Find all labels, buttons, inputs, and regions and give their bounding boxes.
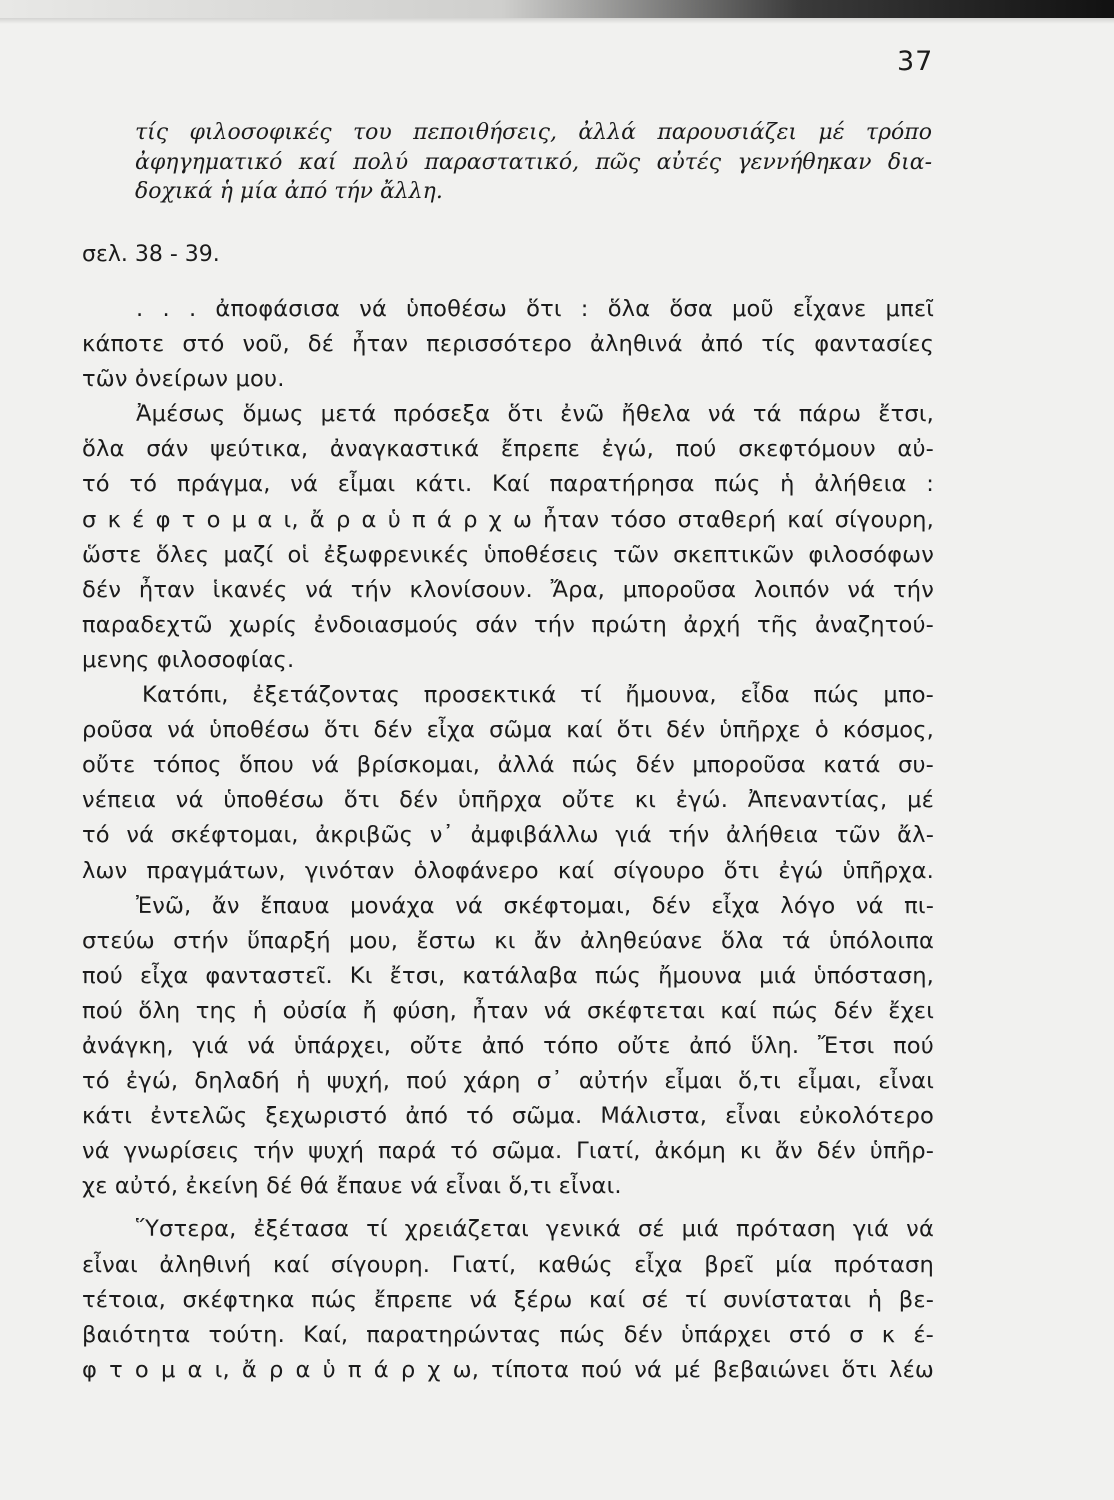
text-line: Ἐνῶ, ἄν ἔπαυα μονάχα νά σκέφτομαι, δέν εἶχα λόγο νά πι- xyxy=(136,892,934,919)
text-line: βαιότητα τούτη. Καί, παρατηρώντας πώς δέν ὑπάρχει στό σ κ έ- xyxy=(82,1321,934,1348)
text-line: νά γνωρίσεις τήν ψυχή παρά τό σῶμα. Γιατί, ἀκόμη κι ἄν δέν ὑπῆρ- xyxy=(82,1138,934,1165)
text-line: οὔτε τόπος ὅπου νά βρίσκομαι, ἀλλά πώς δέν μποροῦσα κατά συ- xyxy=(82,752,934,779)
text-line: ὥστε ὅλες μαζί οἱ ἐξωφρενικές ὑποθέσεις τῶν σκεπτικῶν φιλοσόφων xyxy=(82,541,934,568)
text-line: ἀνάγκη, γιά νά ὑπάρχει, οὔτε ἀπό τόπο οὔτε ἀπό ὕλη. Ἔτσι πού xyxy=(82,1032,934,1059)
text-line: χε αὐτό, ἐκείνη δέ θά ἔπαυε νά εἶναι ὅ,τι εἶναι. xyxy=(82,1173,622,1200)
text-line: Ἀμέσως ὅμως μετά πρόσεξα ὅτι ἐνῶ ἤθελα νά τά πάρω ἔτσι, xyxy=(136,401,934,428)
text-line: τό τό πράγμα, νά εἶμαι κάτι. Καί παρατήρησα πώς ἡ ἀλήθεια : xyxy=(82,471,934,498)
text-line: Ὕστερα, ἐξέτασα τί χρειάζεται γενικά σέ μιά πρόταση γιά νά xyxy=(136,1216,934,1243)
text-line: ἀφηγηματικό καί πολύ παραστατικό, πῶς αὐτές γεννήθηκαν δια- xyxy=(135,149,932,175)
text-line: τῶν ὀνείρων μου. xyxy=(82,366,285,393)
text-line: νέπεια νά ὑποθέσω ὅτι δέν ὑπῆρχα οὔτε κι ἐγώ. Ἀπεναντίας, μέ xyxy=(82,787,934,814)
text-line: δοχικά ἡ μία ἀπό τήν ἄλλη. xyxy=(135,179,443,204)
text-line: τίς φιλοσοφικές του πεποιθήσεις, ἀλλά παρουσιάζει μέ τρόπο xyxy=(135,120,932,145)
italic-intro-paragraph xyxy=(135,118,932,207)
text-line: ὅλα σάν ψεύτικα, ἀναγκαστικά ἔπρεπε ἐγώ, πού σκεφτόμουν αὐ- xyxy=(82,436,934,463)
text-line: πού ὅλη της ἡ οὐσία ἤ φύση, ἦταν νά σκέφτεται καί πώς δέν ἔχει xyxy=(82,997,934,1024)
text-line: στεύω στήν ὕπαρξή μου, ἔστω κι ἄν ἀληθεύανε ὅλα τά ὑπόλοιπα xyxy=(82,927,934,954)
text-line: σ κ έ φ τ ο μ α ι, ἄ ρ α ὑ π ά ρ χ ω ἦταν τόσο σταθερή καί σίγουρη, xyxy=(82,506,934,533)
text-line: δέν ἦταν ἱκανές νά τήν κλονίσουν. Ἄρα, μποροῦσα λοιπόν νά τήν xyxy=(82,576,934,603)
text-line: κάτι ἐντελῶς ξεχωριστό ἀπό τό σῶμα. Μάλιστα, εἶναι εὐκολότερο xyxy=(82,1103,934,1130)
text-line: τέτοια, σκέφτηκα πώς ἔπρεπε νά ξέρω καί σέ τί συνίσταται ἡ βε- xyxy=(82,1286,934,1313)
page-number: 37 xyxy=(897,46,934,77)
text-line: τό ἐγώ, δηλαδή ἡ ψυχή, πού χάρη σ᾽ αὐτήν εἶμαι ὅ,τι εἶμαι, εἶναι xyxy=(82,1068,934,1095)
text-line: ροῦσα νά ὑποθέσω ὅτι δέν εἶχα σῶμα καί ὅτι δέν ὑπῆρχε ὁ κόσμος, xyxy=(82,717,934,744)
text-line: λων πραγμάτων, γινόταν ὁλοφάνερο καί σίγουρο ὅτι ἐγώ ὑπῆρχα. xyxy=(82,857,934,884)
body-text xyxy=(82,292,934,1388)
text-line: παραδεχτῶ χωρίς ἐνδοιασμούς σάν τήν πρώτη ἀρχή τῆς ἀναζητού- xyxy=(82,611,934,638)
text-line: εἶναι ἀληθινή καί σίγουρη. Γιατί, καθώς εἶχα βρεῖ μία πρόταση xyxy=(82,1251,934,1278)
text-line: κάποτε στό νοῦ, δέ ἦταν περισσότερο ἀληθινά ἀπό τίς φαντασίες xyxy=(82,331,934,358)
text-line: μενης φιλοσοφίας. xyxy=(82,646,295,673)
text-line: . . . ἀποφάσισα νά ὑποθέσω ὅτι : ὅλα ὅσα μοῦ εἶχανε μπεῖ xyxy=(136,296,934,322)
scan-top-edge xyxy=(0,0,1114,18)
text-line: Κατόπι, ἐξετάζοντας προσεκτικά τί ἤμουνα, εἶδα πώς μπο- xyxy=(142,682,934,709)
paragraph-gap xyxy=(82,1204,934,1212)
text-line: τό νά σκέφτομαι, ἀκριβῶς ν᾽ ἀμφιβάλλω γιά τήν ἀλήθεια τῶν ἄλ- xyxy=(82,822,934,849)
page-reference: σελ. 38 - 39. xyxy=(82,242,220,267)
text-line: φ τ ο μ α ι, ἄ ρ α ὑ π ά ρ χ ω, τίποτα πού νά μέ βεβαιώνει ὅτι λέω xyxy=(82,1356,934,1383)
text-line: πού εἶχα φανταστεῖ. Κι ἔτσι, κατάλαβα πώς ἤμουνα μιά ὑπόσταση, xyxy=(82,962,934,989)
